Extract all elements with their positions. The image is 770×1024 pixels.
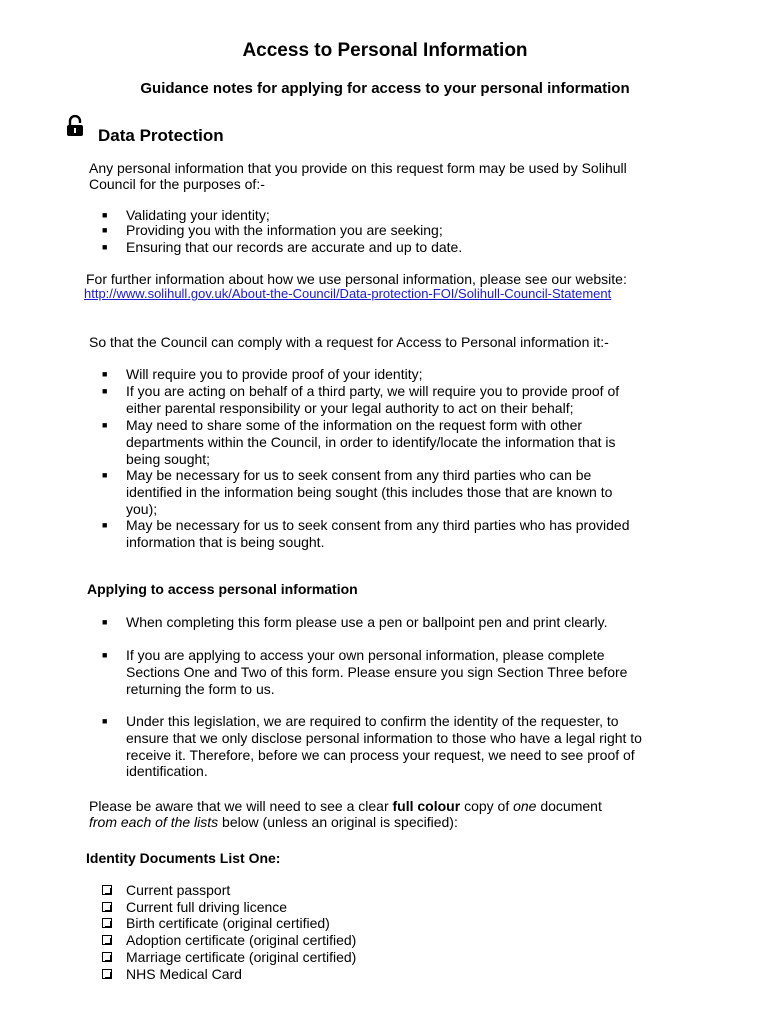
aware-line1: Please be aware that we will need to see a clear full colour copy of one document (89, 798, 602, 814)
lock-icon (66, 115, 84, 137)
dp-intro-line2: Council for the purposes of:- (89, 176, 265, 192)
list-item-continuation: you); (126, 500, 158, 517)
list-item: ■ If you are applying to access your own personal information, please complete (102, 647, 605, 663)
list-item: ■ Validating your identity; (102, 207, 270, 223)
list-item-continuation: identified in the information being sought (this includes those that are known to (126, 483, 613, 500)
list-item-continuation: Sections One and Two of this form. Please ensure you sign Section Three before (126, 663, 628, 680)
list-item-continuation: information that is being sought. (126, 533, 325, 550)
list-item-continuation: receive it. Therefore, before we can process your request, we need to see proof of (126, 746, 635, 763)
bullet-icon: ■ (102, 617, 108, 627)
checkbox-icon (102, 935, 112, 945)
list-item: ■ When completing this form please use a pen or ballpoint pen and print clearly. (102, 614, 608, 630)
list-item-continuation: being sought; (126, 450, 211, 467)
bullet-icon: ■ (102, 369, 108, 379)
list-item: ■ May need to share some of the information on the request form with other (102, 417, 583, 433)
list-item-continuation: ensure that we only disclose personal information to those who have a legal right to (126, 729, 642, 746)
checkbox-icon (102, 885, 112, 895)
aware-line2: from each of the lists below (unless an original is specified): (89, 814, 458, 830)
further-info-text: For further information about how we use personal information, please see our website: (86, 271, 627, 287)
checklist-item: Marriage certificate (original certified) (102, 949, 702, 966)
checkbox-icon (102, 918, 112, 928)
checkbox-icon (102, 902, 112, 912)
list-item: ■ May be necessary for us to seek consent from any third parties who can be (102, 467, 592, 483)
list-item: ■ May be necessary for us to seek consent from any third parties who has provided (102, 517, 630, 533)
checklist-item: Current full driving licence (102, 899, 702, 916)
applying-heading: Applying to access personal information (87, 581, 358, 597)
checklist-item: Current passport (102, 882, 702, 899)
page-title: Access to Personal Information (242, 40, 528, 61)
dp-intro-line1: Any personal information that you provide on this request form may be used by Solihull (89, 160, 627, 176)
list-item-continuation: returning the form to us. (126, 680, 275, 697)
bullet-icon: ■ (102, 520, 108, 530)
page-subtitle: Guidance notes for applying for access to your personal information (140, 80, 630, 97)
comply-intro: So that the Council can comply with a request for Access to Personal information it:- (89, 334, 609, 350)
bullet-icon: ■ (102, 716, 108, 726)
list-item-continuation: either parental responsibility or your legal authority to act on their behalf; (126, 399, 574, 416)
checkbox-icon (102, 969, 112, 979)
list-item-continuation: identification. (126, 763, 208, 780)
bullet-icon: ■ (102, 386, 108, 396)
list-item: ■ Ensuring that our records are accurate and up to date. (102, 239, 463, 255)
checkbox-icon (102, 952, 112, 962)
list-item: ■ Will require you to provide proof of your identity; (102, 366, 423, 382)
bullet-icon: ■ (102, 420, 108, 430)
bullet-icon: ■ (102, 650, 108, 660)
checklist-item: Birth certificate (original certified) (102, 915, 702, 932)
list-item: ■ Under this legislation, we are required to confirm the identity of the requester, to (102, 713, 619, 729)
list-item: ■ If you are acting on behalf of a third party, we will require you to provide proof of (102, 383, 620, 399)
checklist-item: NHS Medical Card (102, 966, 702, 983)
list-one-heading: Identity Documents List One: (86, 850, 281, 866)
checklist-item: Adoption certificate (original certified) (102, 932, 702, 949)
bullet-icon: ■ (102, 470, 108, 480)
data-protection-heading: Data Protection (98, 126, 224, 145)
council-statement-link[interactable]: http://www.solihull.gov.uk/About-the-Council/Data-protection-FOI/Solihull-Council-Statement (84, 286, 612, 301)
list-item: ■ Providing you with the information you are seeking; (102, 222, 443, 238)
list-item-continuation: departments within the Council, in order to identify/locate the information that is (126, 433, 616, 450)
